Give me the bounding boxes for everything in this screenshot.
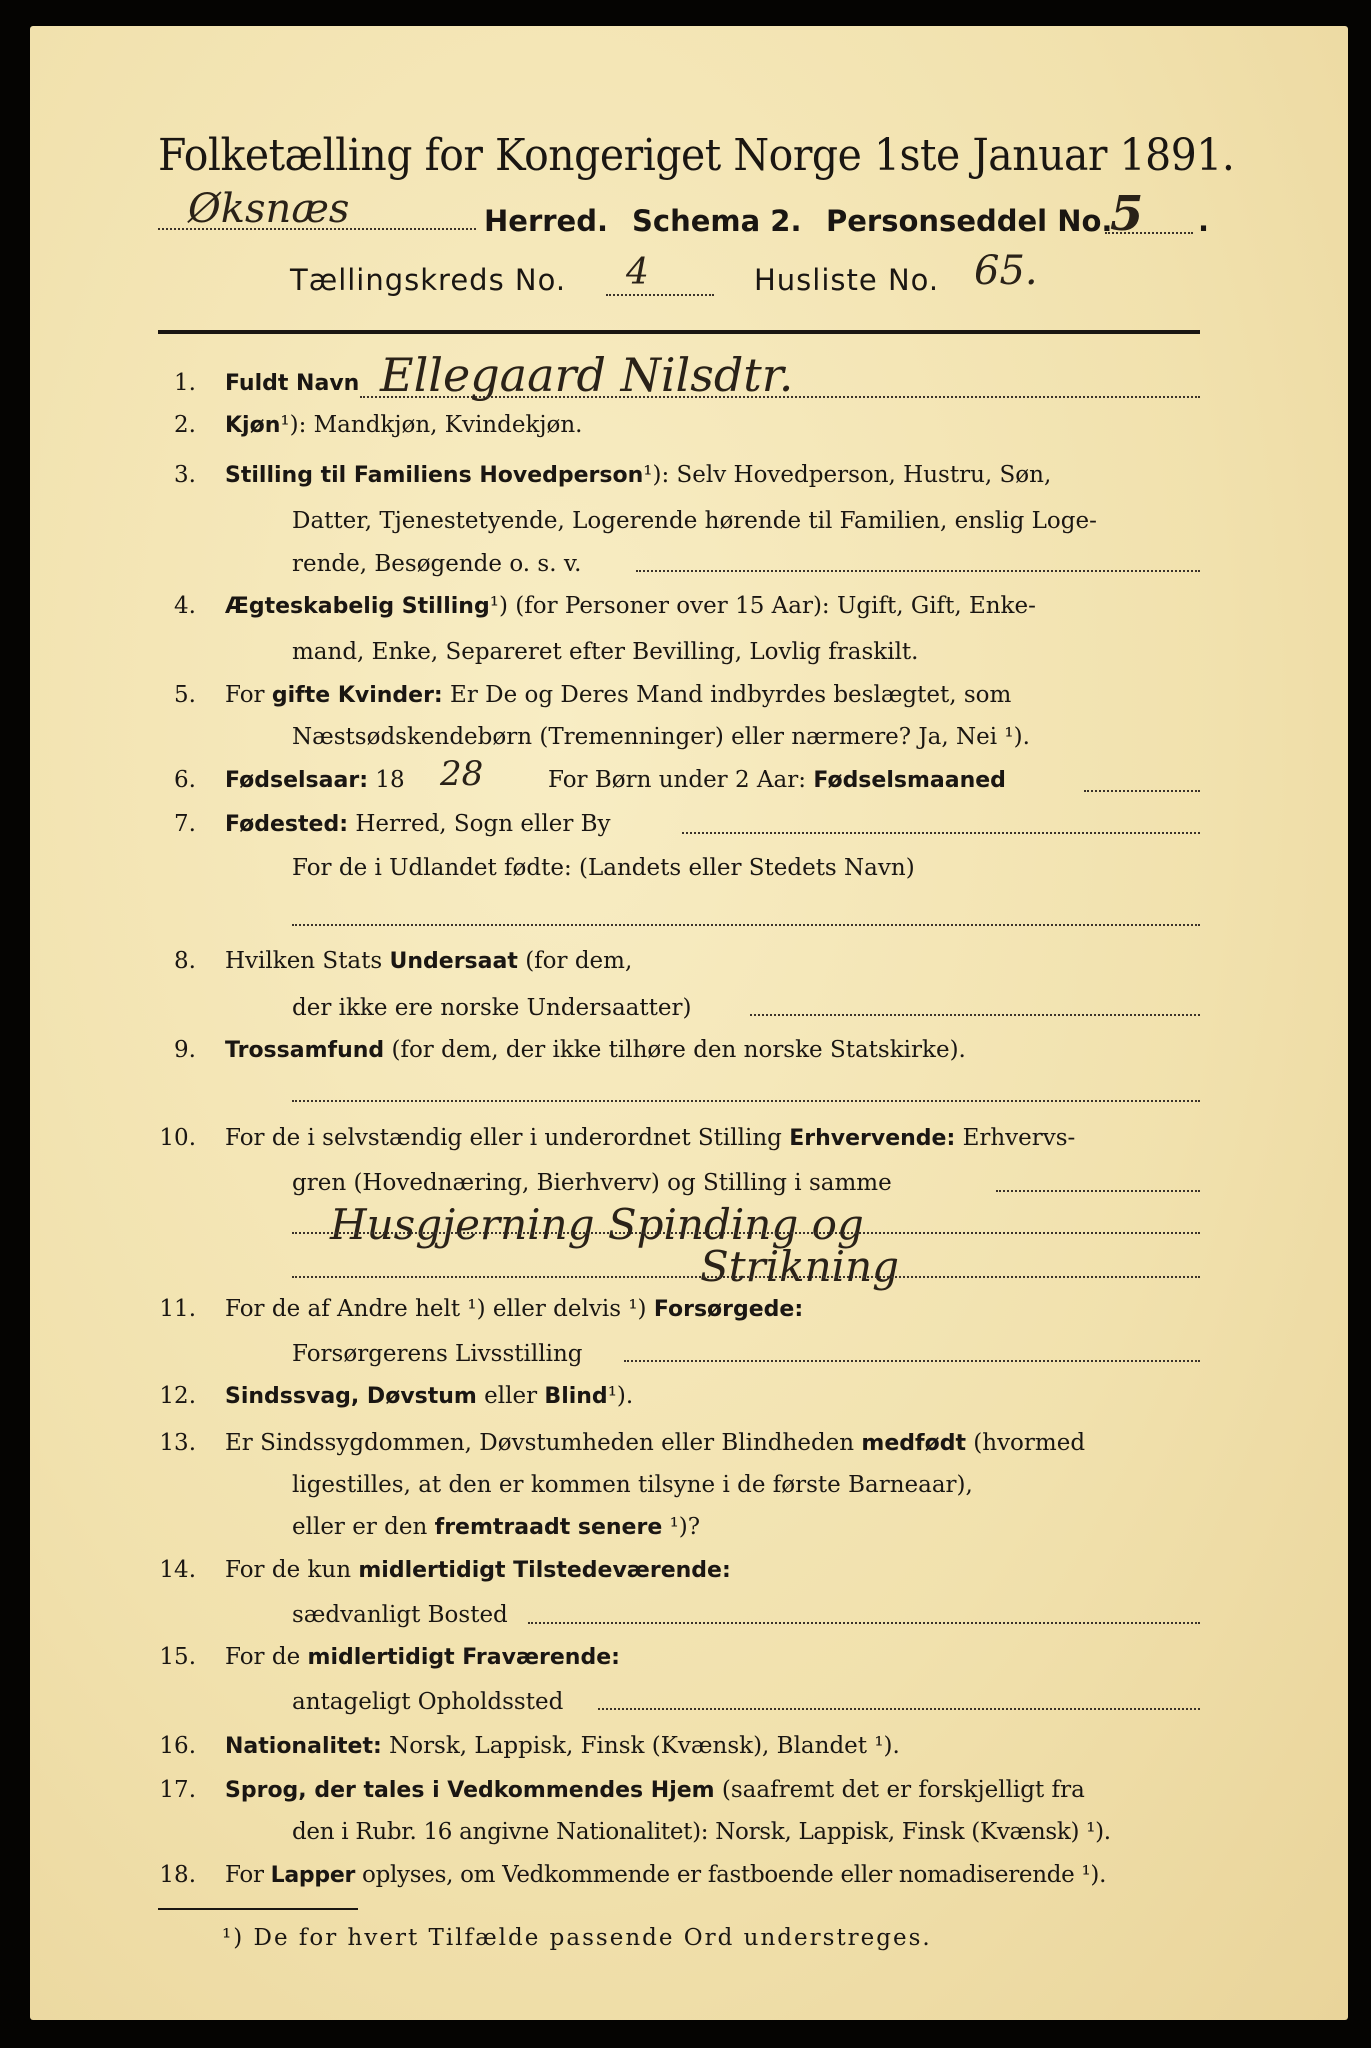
item-14-text: For de kun midlertidigt Tilstedeværende: bbox=[225, 1557, 731, 1583]
item-3-line-2: Datter, Tjenestetyende, Logerende hørende til Familien, enslig Loge- bbox=[292, 508, 1097, 534]
item-5-line-2: Næstsødskendebørn (Tremenninger) eller nærmere? Ja, Nei ¹). bbox=[292, 724, 1030, 750]
footnote: ¹) De for hvert Tilfælde passende Ord understreges. bbox=[222, 1925, 932, 1951]
item-number: 6. bbox=[174, 767, 196, 793]
item-number: 11. bbox=[159, 1296, 196, 1322]
personseddel-label: Personseddel No. bbox=[826, 204, 1113, 238]
item-number: 1. bbox=[174, 370, 196, 396]
item-7-dotted-line bbox=[682, 832, 1200, 834]
item-number: 9. bbox=[174, 1037, 196, 1063]
item-6-children: For Børn under 2 Aar: Fødselsmaaned bbox=[548, 767, 1006, 793]
schema-label: Schema 2. bbox=[632, 204, 802, 238]
item-12-text: Sindssvag, Døvstum eller Blind¹). bbox=[225, 1383, 634, 1409]
item-number: 7. bbox=[174, 811, 196, 837]
item-10-dotted-line-3 bbox=[292, 1276, 1200, 1278]
item-10-text: For de i selvstændig eller i underordnet Stilling Erhvervende: Erhvervs- bbox=[225, 1125, 1076, 1151]
item-8-text: Hvilken Stats Undersaat (for dem, bbox=[225, 948, 633, 974]
item-number: 8. bbox=[174, 948, 196, 974]
item-17-text: Sprog, der tales i Vedkommendes Hjem (saafremt det er forskjelligt fra bbox=[225, 1777, 1085, 1803]
item-13-line-3: eller er den fremtraadt senere ¹)? bbox=[292, 1514, 701, 1540]
herred-dotted-line bbox=[158, 228, 476, 230]
item-number: 14. bbox=[159, 1557, 196, 1583]
item-8-dotted-line bbox=[750, 1014, 1200, 1016]
item-number: 13. bbox=[159, 1430, 196, 1456]
item-number: 10. bbox=[159, 1125, 196, 1151]
occupation-handwritten: Husgjerning Spinding og bbox=[330, 1200, 864, 1249]
birth-year-handwritten: 28 bbox=[440, 754, 484, 794]
taellingskreds-dotted-line bbox=[606, 294, 714, 296]
item-1-label: Fuldt Navn bbox=[225, 371, 360, 396]
item-number: 4. bbox=[174, 593, 196, 619]
item-number: 17. bbox=[159, 1777, 196, 1803]
item-5-text: For gifte Kvinder: Er De og Deres Mand indbyrdes beslægtet, som bbox=[225, 682, 1012, 708]
herred-label: Herred. bbox=[484, 204, 608, 238]
item-number: 3. bbox=[174, 462, 196, 488]
item-1-dotted-line bbox=[360, 396, 1200, 398]
item-15-line-2: antageligt Opholdssted bbox=[292, 1689, 564, 1715]
item-6-dotted-line bbox=[1084, 790, 1200, 792]
item-11-dotted-line bbox=[624, 1360, 1200, 1362]
occupation-handwritten-2: Strikning bbox=[700, 1242, 900, 1291]
item-15-text: For de midlertidigt Fraværende: bbox=[225, 1644, 620, 1670]
census-form-sheet bbox=[30, 26, 1348, 2020]
item-10-dotted-line bbox=[996, 1190, 1200, 1192]
item-9-text: Trossamfund (for dem, der ikke tilhøre den norske Statskirke). bbox=[225, 1037, 966, 1063]
item-7-dotted-line-2 bbox=[292, 924, 1200, 926]
item-2-text: Kjøn¹): Mandkjøn, Kvindekjøn. bbox=[225, 412, 583, 438]
item-13-line-2: ligestilles, at den er kommen tilsyne i de første Barneaar), bbox=[292, 1472, 973, 1498]
husliste-label: Husliste No. bbox=[754, 263, 940, 297]
personseddel-number: 5 bbox=[1110, 186, 1144, 242]
item-number: 5. bbox=[174, 682, 196, 708]
item-number: 18. bbox=[159, 1862, 196, 1888]
form-title: Folketælling for Kongeriget Norge 1ste Januar 1891. bbox=[158, 130, 1235, 181]
personseddel-period: . bbox=[1198, 204, 1210, 238]
item-15-dotted-line bbox=[598, 1708, 1200, 1710]
husliste-number: 65. bbox=[974, 248, 1038, 294]
item-number: 2. bbox=[174, 412, 196, 438]
item-8-line-2: der ikke ere norske Undersaatter) bbox=[292, 995, 692, 1021]
item-14-line-2: sædvanligt Bosted bbox=[292, 1602, 508, 1628]
item-14-dotted-line bbox=[528, 1622, 1200, 1624]
item-4-line-2: mand, Enke, Separeret efter Bevilling, Lovlig fraskilt. bbox=[292, 639, 919, 665]
item-10-dotted-line-2 bbox=[292, 1232, 1200, 1234]
header-rule bbox=[158, 330, 1200, 334]
item-10-line-2: gren (Hovednæring, Bierhverv) og Stilling i samme bbox=[292, 1170, 892, 1196]
item-6-text: Fødselsaar: 18 bbox=[225, 767, 405, 793]
item-11-text: For de af Andre helt ¹) eller delvis ¹) Forsørgede: bbox=[225, 1296, 804, 1322]
item-number: 12. bbox=[159, 1383, 196, 1409]
footnote-rule bbox=[158, 1908, 358, 1910]
item-16-text: Nationalitet: Norsk, Lappisk, Finsk (Kvænsk), Blandet ¹). bbox=[225, 1733, 900, 1759]
item-number: 16. bbox=[159, 1733, 196, 1759]
item-3-text: Stilling til Familiens Hovedperson¹): Selv Hovedperson, Hustru, Søn, bbox=[225, 462, 1052, 488]
item-18-text: For Lapper oplyses, om Vedkommende er fastboende eller nomadiserende ¹). bbox=[225, 1862, 1107, 1888]
full-name-handwritten: Ellegaard Nilsdtr. bbox=[380, 348, 794, 402]
taellingskreds-label: Tællingskreds No. bbox=[290, 263, 567, 297]
herred-handwritten: Øksnæs bbox=[188, 186, 350, 232]
item-3-line-3: rende, Besøgende o. s. v. bbox=[292, 551, 582, 577]
item-9-dotted-line bbox=[292, 1100, 1200, 1102]
item-number: 15. bbox=[159, 1644, 196, 1670]
item-13-text: Er Sindssygdommen, Døvstumheden eller Blindheden medfødt (hvormed bbox=[225, 1430, 1086, 1456]
item-7-text: Fødested: Herred, Sogn eller By bbox=[225, 811, 611, 837]
item-7-line-2: For de i Udlandet fødte: (Landets eller Stedets Navn) bbox=[292, 855, 915, 881]
taellingskreds-number: 4 bbox=[626, 252, 649, 293]
item-4-text: Ægteskabelig Stilling¹) (for Personer over 15 Aar): Ugift, Gift, Enke- bbox=[225, 593, 1036, 619]
item-11-line-2: Forsørgerens Livsstilling bbox=[292, 1341, 583, 1367]
item-3-dotted-line bbox=[636, 570, 1200, 572]
personseddel-dotted-line bbox=[1105, 232, 1193, 234]
item-17-line-2: den i Rubr. 16 angivne Nationalitet): Norsk, Lappisk, Finsk (Kvænsk) ¹). bbox=[292, 1819, 1111, 1845]
